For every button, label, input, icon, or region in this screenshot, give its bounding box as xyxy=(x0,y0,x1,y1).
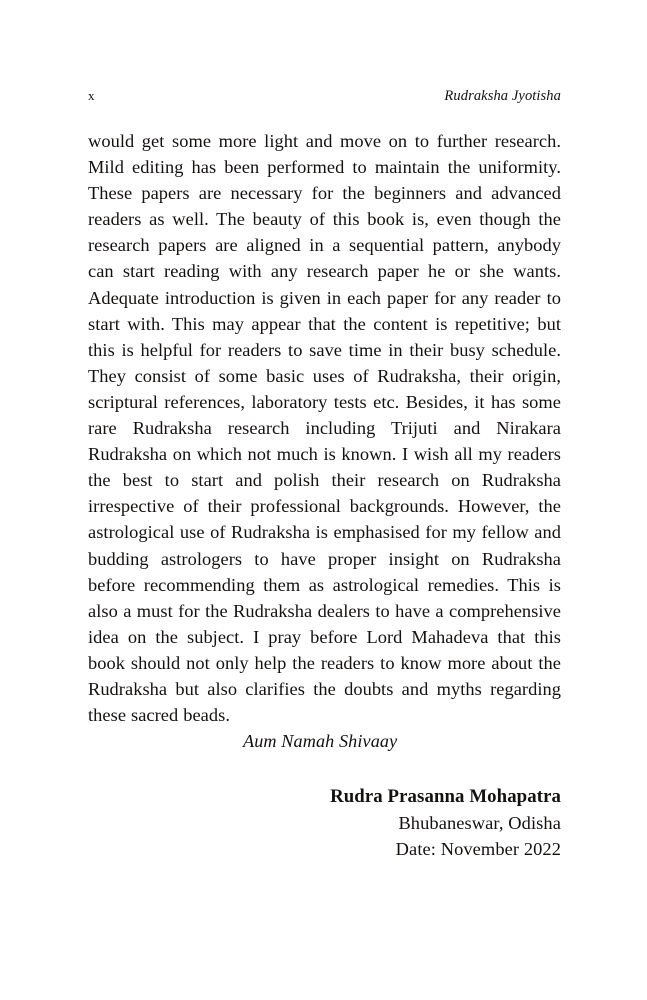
author-date: Date: November 2022 xyxy=(395,839,561,860)
preface-paragraph: would get some more light and move on to further research. Mild editing has been performed to maintain the uniformity. These papers are necessary for the beginners and advanced readers as well. The beauty of this book is, even though the research papers are aligned in a sequential pattern, anybody can start reading with any research paper he or she wants. Adequate introduction is given in each paper for any reader to start with. This may appear that the content is repetitive; but this is helpful for readers to save time in their busy schedule. They consist of some basic uses of Rudraksha, their origin, scriptural references, laboratory tests etc. Besides, it has some rare Rudraksha research including Trijuti and Nirakara Rudraksha on which not much is known. I wish all my readers the best to start and polish their research on Rudraksha irrespective of their professional backgrounds. However, the astrological use of Rudraksha is emphasised for my fellow and budding astrologers to have proper insight on Rudraksha before recommending them as astrological remedies. This is also a must for the Rudraksha dealers to have a comprehensive idea on the subject. I pray before Lord Mahadeva that this book should not only help the readers to know more about the Rudraksha but also clarifies the doubts and myths regarding these sacred beads. xyxy=(88,131,561,726)
salutation-line: Aum Namah Shivaay xyxy=(243,731,398,752)
author-name: Rudra Prasanna Mohapatra xyxy=(330,786,561,808)
signature-block xyxy=(88,784,561,862)
page-folio: x xyxy=(88,88,95,103)
author-place: Bhubaneswar, Odisha xyxy=(398,813,561,834)
running-head-book-title: Rudraksha Jyotisha xyxy=(444,88,561,104)
running-head xyxy=(88,86,561,106)
body-text-block xyxy=(88,128,561,863)
